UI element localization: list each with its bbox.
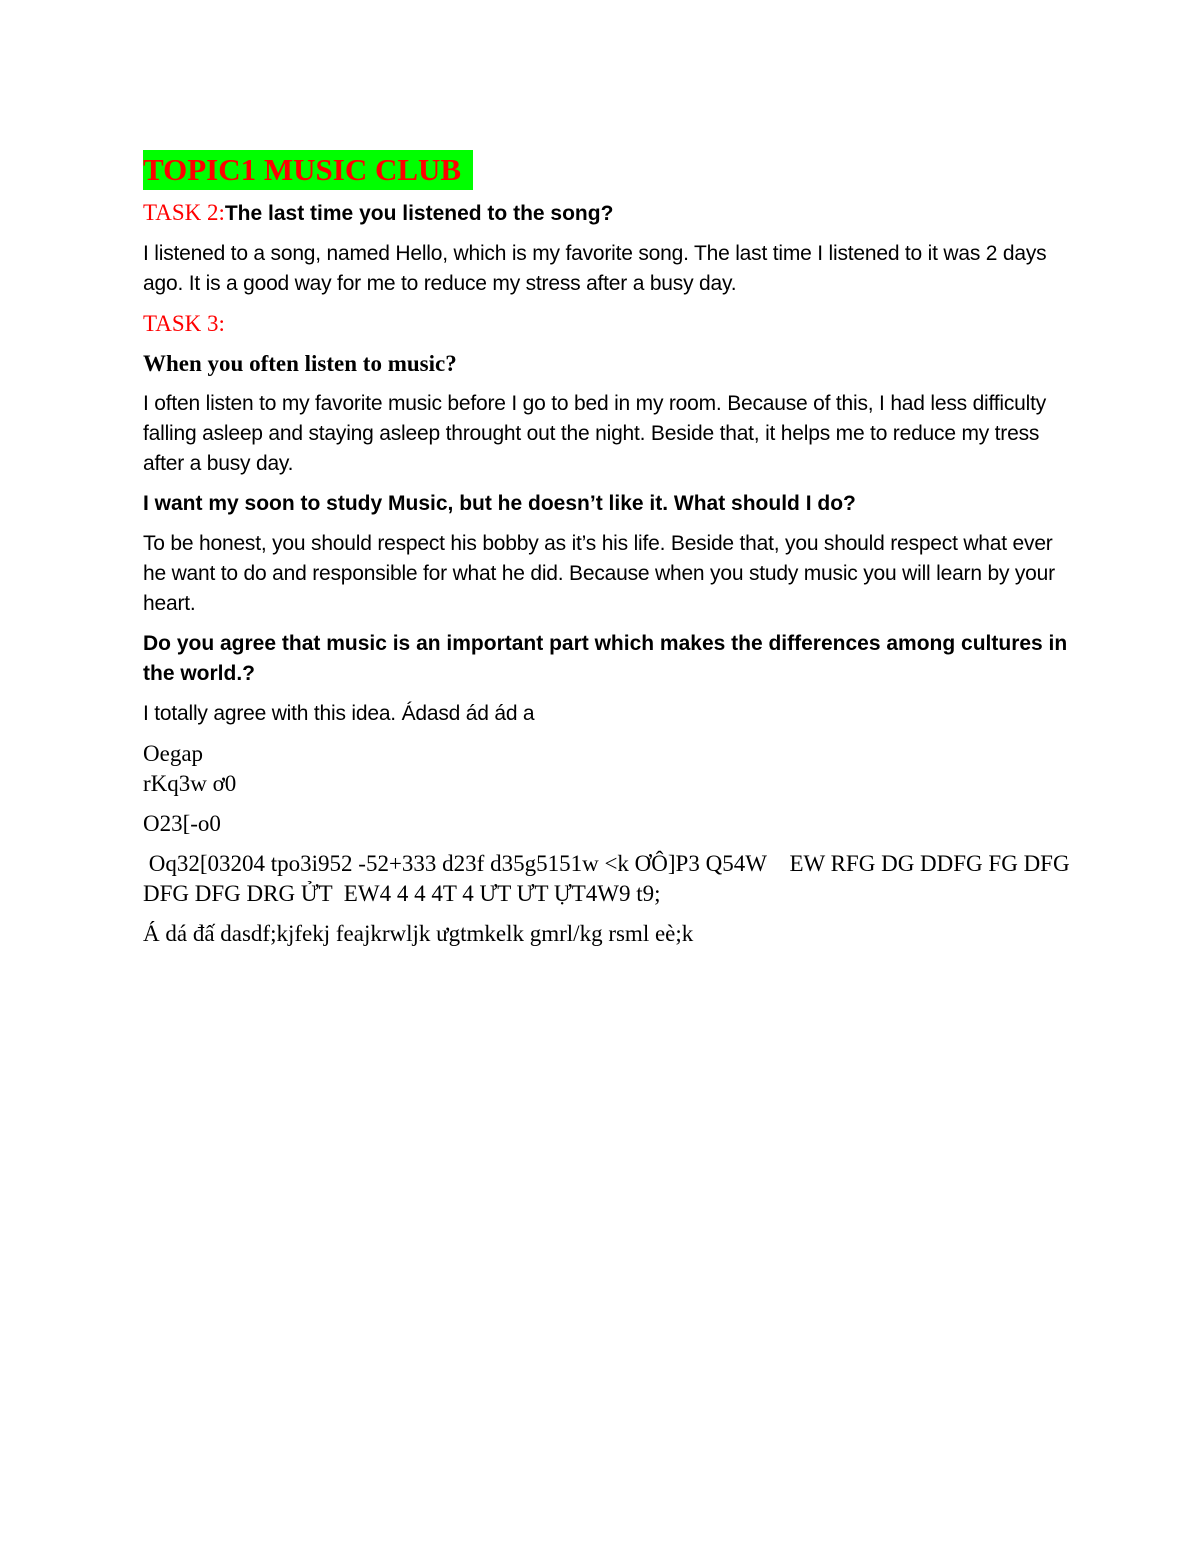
extra-line-4: Oq32[03204 tpo3i952 -52+333 d23f d35g5151w <k ƠÔ]P3 Q54W EW RFG DG DDFG FG DFG DFG DFG DRG ỬT EW4 4 4 4T 4 ƯT ƯT ỰT4W9 t9; xyxy=(143,851,1076,906)
task2-label: TASK 2: xyxy=(143,200,225,225)
extra-line-5: Á dá đấ dasdf;kjfekj feajkrwljk ưgtmkelk gmrl/kg rsml eè;k xyxy=(143,921,694,946)
task3-label: TASK 3: xyxy=(143,311,225,336)
task2-heading xyxy=(143,198,1073,229)
task3-question-3: Do you agree that music is an important part which makes the differences among cultures in the world.? xyxy=(143,632,1068,685)
task3-question-1: When you often listen to music? xyxy=(143,351,457,376)
extra-line-1: Oegap xyxy=(143,741,204,766)
page-title: TOPIC1 MUSIC CLUB xyxy=(143,150,473,190)
extra-line-2: rKq3w ơ0 xyxy=(143,771,237,796)
task2-answer: I listened to a song, named Hello, which is my favorite song. The last time I listened to it was 2 days ago. It is a good way for me to reduce my stress after a busy day. xyxy=(143,242,1047,295)
task3-answer-3: I totally agree with this idea. Ádasd ád ád a xyxy=(143,702,535,725)
task3-answer-2: To be honest, you should respect his bobby as it’s his life. Beside that, you should respect what ever he want to do and responsible for what he did. Because when you study music you will learn by your heart. xyxy=(143,532,1055,615)
task3-question-2: I want my soon to study Music, but he doesn’t like it. What should I do? xyxy=(143,492,856,515)
task2-question: The last time you listened to the song? xyxy=(224,202,614,225)
task3-answer-1: I often listen to my favorite music before I go to bed in my room. Because of this, I had less difficulty falling asleep and staying asleep throught out the night. Beside that, it helps me to reduce my tress after a busy day. xyxy=(143,392,1047,475)
extra-line-3: O23[-o0 xyxy=(143,811,221,836)
document-page xyxy=(143,150,1076,959)
